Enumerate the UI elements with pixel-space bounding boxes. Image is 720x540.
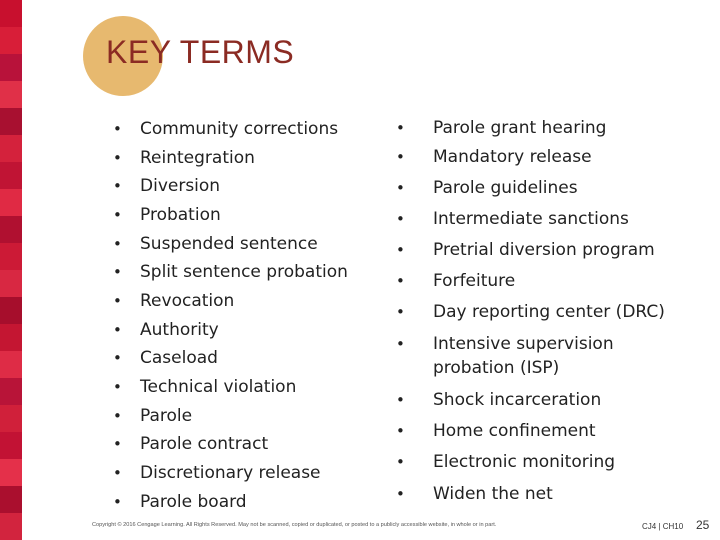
bullet-icon: • [113, 435, 122, 453]
key-term-label: Community corrections [140, 119, 339, 139]
key-term-label: Forfeiture [433, 271, 516, 291]
key-term-label: Parole board [140, 492, 247, 512]
stripe-segment [0, 459, 22, 486]
bullet-icon: • [396, 485, 405, 503]
stripe-segment [0, 432, 22, 459]
key-term-label: Revocation [140, 291, 235, 311]
left-decorative-stripe [0, 0, 22, 540]
key-term-label: Electronic monitoring [433, 452, 616, 472]
bullet-icon: • [113, 378, 122, 396]
page-number: 25 [696, 518, 710, 532]
bullet-icon: • [113, 206, 122, 224]
bullet-icon: • [396, 391, 405, 409]
stripe-segment [0, 54, 22, 81]
key-term-label: Widen the net [433, 484, 553, 504]
key-term-label: Discretionary release [140, 463, 321, 483]
stripe-segment [0, 243, 22, 270]
key-term-label: Day reporting center (DRC) [433, 302, 665, 322]
stripe-segment [0, 0, 22, 27]
key-term-label: Split sentence probation [140, 262, 348, 282]
stripe-segment [0, 513, 22, 540]
bullet-icon: • [396, 148, 405, 166]
bullet-icon: • [113, 349, 122, 367]
key-term-label: Suspended sentence [140, 234, 318, 254]
key-term-label: Probation [140, 205, 221, 225]
key-term-label: Pretrial diversion program [433, 240, 655, 260]
key-term-label: Parole contract [140, 434, 269, 454]
bullet-icon: • [113, 321, 122, 339]
key-term-label: Technical violation [140, 377, 297, 397]
key-term-label: Home confinement [433, 421, 596, 441]
key-term-label: Parole [140, 406, 193, 426]
key-term-label-continued: probation (ISP) [433, 358, 560, 378]
bullet-icon: • [396, 210, 405, 228]
stripe-segment [0, 405, 22, 432]
stripe-segment [0, 216, 22, 243]
stripe-segment [0, 486, 22, 513]
stripe-segment [0, 27, 22, 54]
stripe-segment [0, 324, 22, 351]
key-term-label: Authority [140, 320, 219, 340]
stripe-segment [0, 297, 22, 324]
bullet-icon: • [113, 493, 122, 511]
copyright-footer: Copyright © 2016 Cengage Learning. All Rights Reserved. May not be scanned, copied or duplicated, or posted to a publicly accessible website, in whole or in part. [92, 522, 497, 528]
stripe-segment [0, 81, 22, 108]
bullet-icon: • [113, 464, 122, 482]
bullet-icon: • [396, 179, 405, 197]
key-term-label: Reintegration [140, 148, 255, 168]
key-term-label: Parole grant hearing [433, 118, 607, 138]
bullet-icon: • [113, 263, 122, 281]
bullet-icon: • [113, 120, 122, 138]
bullet-icon: • [396, 272, 405, 290]
bullet-icon: • [113, 149, 122, 167]
key-term-label: Mandatory release [433, 147, 592, 167]
stripe-segment [0, 162, 22, 189]
stripe-segment [0, 189, 22, 216]
bullet-icon: • [396, 303, 405, 321]
bullet-icon: • [396, 335, 405, 353]
stripe-segment [0, 351, 22, 378]
bullet-icon: • [396, 422, 405, 440]
key-term-label: Caseload [140, 348, 218, 368]
bullet-icon: • [396, 453, 405, 471]
bullet-icon: • [396, 241, 405, 259]
stripe-segment [0, 135, 22, 162]
key-term-label: Diversion [140, 176, 221, 196]
stripe-segment [0, 378, 22, 405]
bullet-icon: • [113, 235, 122, 253]
bullet-icon: • [113, 292, 122, 310]
stripe-segment [0, 108, 22, 135]
key-term-label: Intermediate sanctions [433, 209, 629, 229]
stripe-segment [0, 270, 22, 297]
bullet-icon: • [396, 119, 405, 137]
chapter-label: CJ4 | CH10 [642, 522, 684, 531]
key-term-label: Intensive supervision [433, 334, 614, 354]
bullet-icon: • [113, 407, 122, 425]
key-term-label: Shock incarceration [433, 390, 602, 410]
slide-title: KEY TERMS [106, 34, 295, 70]
bullet-icon: • [113, 177, 122, 195]
key-term-label: Parole guidelines [433, 178, 578, 198]
